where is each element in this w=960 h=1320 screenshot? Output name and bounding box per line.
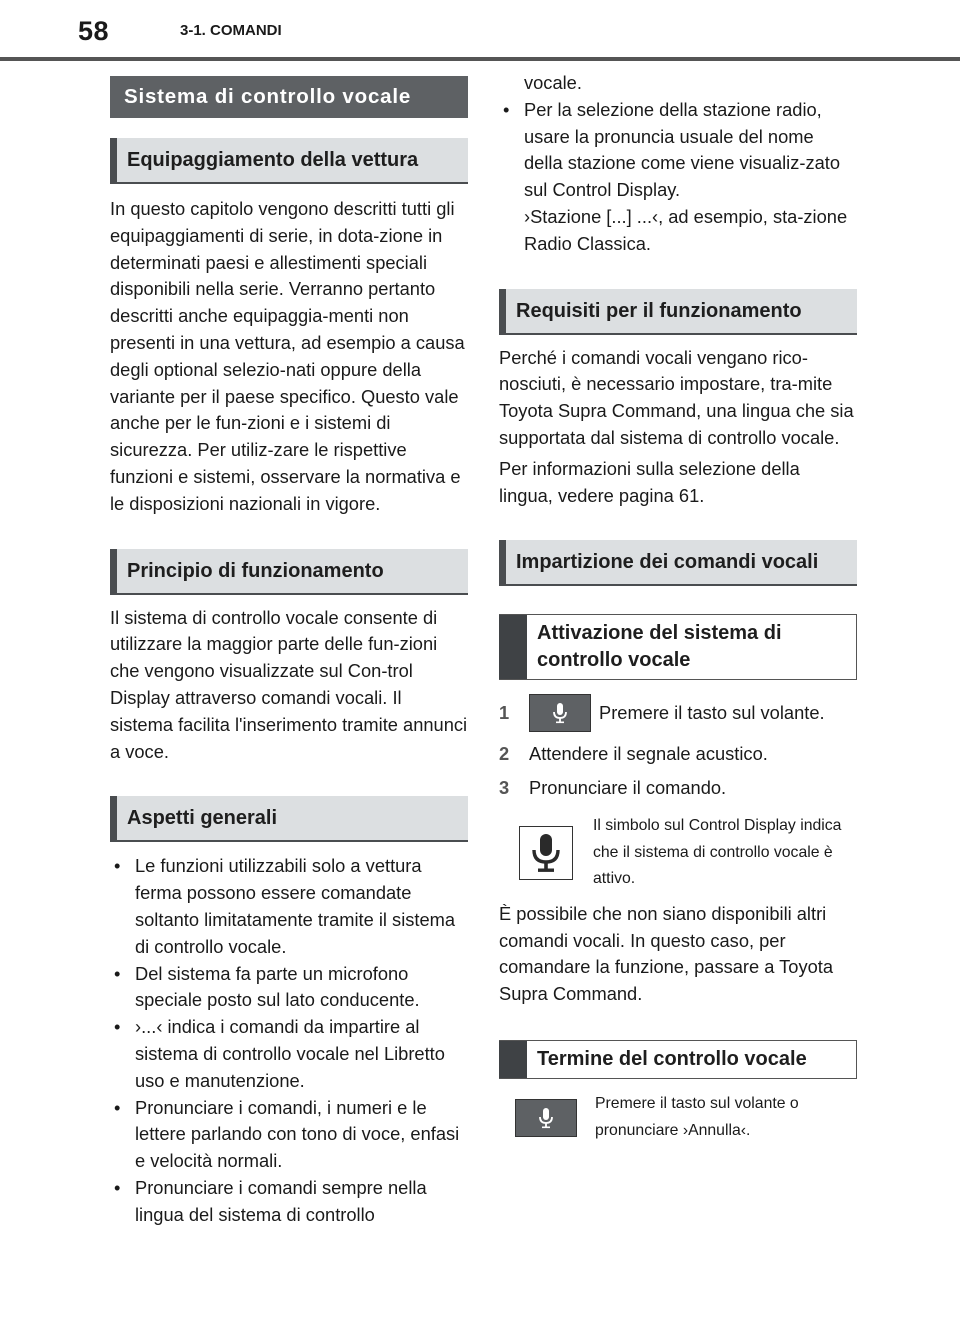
page-number: 58 bbox=[78, 16, 110, 46]
section-heading-principio: Principio di funzionamento bbox=[110, 549, 468, 595]
list-item: • Per la selezione della stazione radio, usare la pronuncia usuale del nome della stazione come viene visualiz-zato sul Control Display. bbox=[499, 97, 857, 204]
microphone-icon bbox=[529, 694, 591, 732]
paragraph-equipaggiamento: In questo capitolo vengono descritti tutti gli equipaggiamenti di serie, in dota-zione in determinati paesi e allestimenti speciali disponibili nella serie. Verranno pertanto descritti anche equipaggia-menti non presenti in una vettura, ad esempio a causa degli optional selezio-nati oppure della variante per il paese specifico. Questo vale anche per le fun-zioni e i sistemi di sicurezza. Per utiliz-zare le rispettive funzioni e sistemi, osservare la normativa e le disposizioni nazionali in vigore. bbox=[110, 198, 465, 514]
step-number: 2 bbox=[499, 743, 510, 765]
bullet-list-aspetti bbox=[110, 853, 468, 1228]
list-item: • Pronunciare i comandi sempre nella lingua del sistema di controllo bbox=[110, 1175, 468, 1229]
paragraph-principio: Il sistema di controllo vocale consente di utilizzare la maggior parte delle fun-zioni che vengono visualizzate sul Con-trol Display attraverso comandi vocali. Il sistema facilita l'inserimento tramite annunci a voce. bbox=[110, 606, 468, 762]
microphone-symbol-icon bbox=[519, 826, 573, 880]
note-text: Il simbolo sul Control Display indica che il sistema di controllo vocale è attivo. bbox=[593, 817, 842, 888]
step-2 bbox=[499, 743, 857, 765]
example-text: ›Stazione [...] ...‹, ad esempio, sta-zione Radio Classica. bbox=[524, 205, 848, 254]
note-text: Premere il tasto sul volante o pronunciare ›Annulla‹. bbox=[595, 1095, 799, 1139]
paragraph-lingua: Per informazioni sulla selezione della lingua, vedere pagina 61. bbox=[499, 457, 800, 506]
step-text: Attendere il segnale acustico. bbox=[529, 743, 768, 765]
subsection-heading-attivazione: Attivazione del sistema di controllo vocale bbox=[499, 614, 857, 680]
microphone-icon bbox=[515, 1099, 577, 1137]
step-1 bbox=[499, 694, 857, 732]
left-column bbox=[110, 76, 468, 1229]
section-heading-impartizione: Impartizione dei comandi vocali bbox=[499, 540, 857, 586]
step-3 bbox=[499, 777, 857, 799]
step-number: 1 bbox=[499, 702, 510, 724]
step-text: Premere il tasto sul volante. bbox=[599, 702, 825, 724]
right-column bbox=[499, 70, 857, 1144]
step-number: 3 bbox=[499, 777, 510, 799]
list-item: • Le funzioni utilizzabili solo a vettura ferma possono essere comandate soltanto limitatamente tramite il sistema di controllo vocale. bbox=[110, 853, 468, 960]
note-control-display bbox=[499, 813, 857, 893]
header-rule bbox=[0, 57, 960, 61]
bullet-list-radio bbox=[499, 97, 857, 204]
list-item: • ›...‹ indica i comandi da impartire al sistema di controllo vocale nel Libretto uso e manutenzione. bbox=[110, 1014, 468, 1094]
chapter-title: 3-1. COMANDI bbox=[180, 22, 282, 39]
section-heading-equipaggiamento: Equipaggiamento della vettura bbox=[110, 138, 468, 184]
list-item: • Pronunciare i comandi, i numeri e le lettere parlando con tono di voce, enfasi e velocità normali. bbox=[110, 1095, 468, 1175]
subsection-heading-termine: Termine del controllo vocale bbox=[499, 1040, 857, 1079]
list-item: • Del sistema fa parte un microfono speciale posto sul lato conducente. bbox=[110, 961, 468, 1015]
bullet-continuation: vocale. bbox=[524, 72, 582, 93]
page-header bbox=[0, 0, 960, 62]
paragraph-requisiti: Perché i comandi vocali vengano rico-nosciuti, è necessario impostare, tra-mite Toyota Supra Command, una lingua che sia supportata dal sistema di controllo vocale. bbox=[499, 346, 854, 448]
main-title: Sistema di controllo vocale bbox=[110, 76, 468, 118]
paragraph-possibile: È possibile che non siano disponibili altri comandi vocali. In questo caso, per comandare la funzione, passare a Toyota Supra Command. bbox=[499, 902, 834, 1005]
step-text: Pronunciare il comando. bbox=[529, 777, 727, 799]
section-heading-aspetti: Aspetti generali bbox=[110, 796, 468, 842]
section-heading-requisiti: Requisiti per il funzionamento bbox=[499, 289, 857, 335]
note-termine bbox=[499, 1091, 857, 1144]
